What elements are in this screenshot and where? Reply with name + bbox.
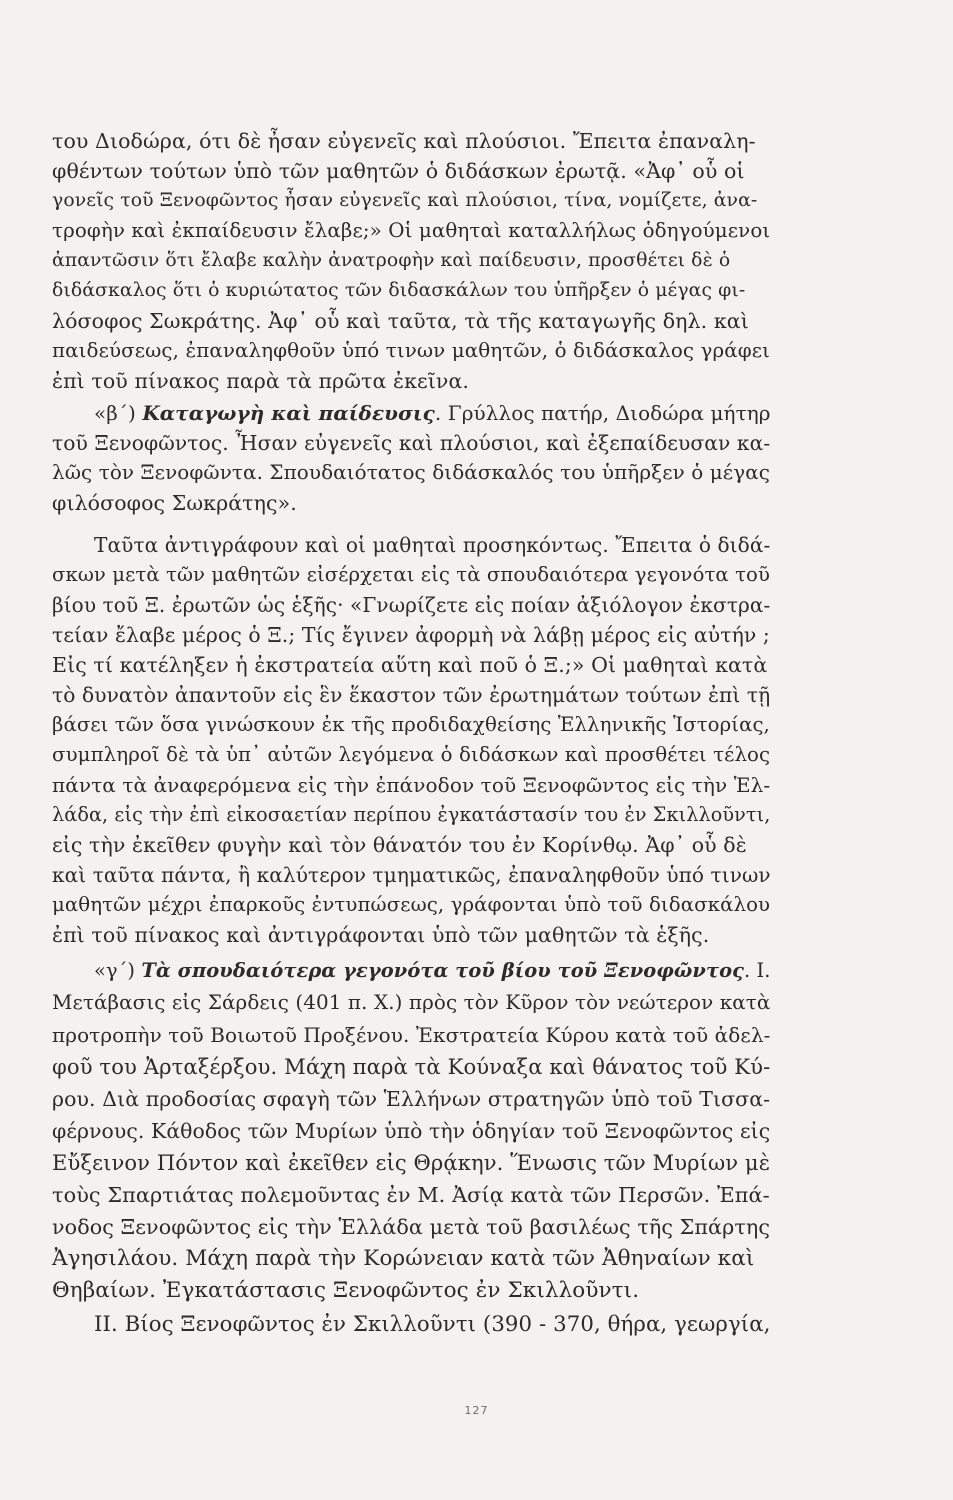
text-line: ἐπὶ τοῦ πίνακος καὶ ἀντιγράφονται ὑπὸ τῶν μαθητῶν τὰ ἑξῆς. [52, 923, 710, 947]
text-line: Ταῦτα ἀντιγράφουν καὶ οἱ μαθηταὶ προσηκόντως. Ἔπειτα ὁ διδά- [94, 533, 771, 557]
text-line: συμπληροῖ δὲ τὰ ὑπ᾽ αὐτῶν λεγόμενα ὁ διδάσκων καὶ προσθέτει τέλος [52, 743, 771, 766]
text-line: πάντα τὰ ἀναφερόμενα εἰς τὴν ἐπάνοδον τοῦ Ξενοφῶντος εἰς τὴν Ἑλ- [52, 773, 771, 797]
text-line: διδάσκαλος ὅτι ὁ κυριώτατος τῶν διδασκάλων του ὑπῆρξεν ὁ μέγας φι- [52, 280, 746, 301]
text-line: Μετάβασις εἰς Σάρδεις (401 π. Χ.) πρὸς τὸν Κῦρον τὸν νεώτερον κατὰ [52, 991, 771, 1014]
section-heading-line [52, 958, 816, 984]
text-line: τὸ δυνατὸν ἀπαντοῦν εἰς ἓν ἕκαστον τῶν ἐρωτημάτων τούτων ἐπὶ τῇ [52, 683, 771, 707]
text-line: Εἰς τί κατέληξεν ἡ ἐκστρατεία αὕτη καὶ ποῦ ὁ Ξ.;» Οἱ μαθηταὶ κατὰ [52, 653, 768, 677]
text-line: ρου. Διὰ προδοσίας σφαγὴ τῶν Ἑλλήνων στρατηγῶν ὑπὸ τοῦ Τισσα- [52, 1087, 771, 1111]
text-line: φοῦ του Ἀρταξέρξου. Μάχη παρὰ τὰ Κούναξα καὶ θάνατος τοῦ Κύ- [52, 1054, 771, 1079]
heading-line-rest: . Ι. [743, 959, 771, 982]
text-line: τοῦ Ξενοφῶντος. Ἦσαν εὐγενεῖς καὶ πλούσιοι, καὶ ἐξεπαίδευσαν κα- [52, 431, 771, 455]
text-line: ἀπαντῶσιν ὅτι ἔλαβε καλὴν ἀνατροφὴν καὶ παίδευσιν, προσθέτει δὲ ὁ [52, 250, 731, 271]
text-line: Ἀγησιλάου. Μάχη παρὰ τὴν Κορώνειαν κατὰ τῶν Ἀθηναίων καὶ [52, 1246, 755, 1271]
text-line: του Διοδώρα, ότι δὲ ἦσαν εὐγενεῖς καὶ πλούσιοι. Ἔπειτα ἐπαναλη- [52, 129, 756, 153]
text-line: σκων μετὰ τῶν μαθητῶν εἰσέρχεται εἰς τὰ σπουδαιότερα γεγονότα τοῦ [52, 563, 770, 586]
text-line: βάσει τῶν ὅσα γινώσκουν ἐκ τῆς προδιδαχθείσης Ἑλληνικῆς Ἱστορίας, [52, 713, 770, 736]
text-line: παιδεύσεως, ἐπαναληφθοῦν ὑπό τινων μαθητῶν, ὁ διδάσκαλος γράφει [52, 339, 771, 362]
heading-prefix: «γ΄) [94, 959, 142, 982]
text-line: νοδος Ξενοφῶντος εἰς τὴν Ἑλλάδα μετὰ τοῦ βασιλέως τῆς Σπάρτης [52, 1215, 771, 1239]
text-line: φθέντων τούτων ὑπὸ τῶν μαθητῶν ὁ διδάσκων ἐρωτᾷ. «Ἀφ᾽ οὗ οἱ [52, 159, 745, 183]
text-line: ἐπὶ τοῦ πίνακος παρὰ τὰ πρῶτα ἐκεῖνα. [52, 369, 470, 393]
section-heading: Τὰ σπουδαιότερα γεγονότα τοῦ βίου τοῦ Ξενοφῶντος [141, 959, 744, 982]
text-line: λόσοφος Σωκράτης. Ἀφ᾽ οὗ καὶ ταῦτα, τὰ τῆς καταγωγῆς δηλ. καὶ [52, 309, 749, 333]
text-line: Εὔξεινον Πόντον καὶ ἐκεῖθεν εἰς Θρᾴκην. Ἕνωσις τῶν Μυρίων μὲ [52, 1150, 771, 1175]
text-line: τοὺς Σπαρτιάτας πολεμοῦντας ἐν Μ. Ἀσίᾳ κατὰ τῶν Περσῶν. Ἐπά- [52, 1183, 770, 1207]
text-line: τροφὴν καὶ ἐκπαίδευσιν ἔλαβε;» Οἱ μαθηταὶ καταλλήλως ὁδηγούμενοι [52, 219, 771, 242]
text-line: τείαν ἔλαβε μέρος ὁ Ξ.; Τίς ἔγινεν ἀφορμὴ νὰ λάβῃ μέρος εἰς αὐτήν ; [52, 623, 770, 647]
text-line: φιλόσοφος Σωκράτης». [52, 491, 297, 515]
text-line: εἰς τὴν ἐκεῖθεν φυγὴν καὶ τὸν θάνατόν του ἐν Κορίνθῳ. Ἀφ᾽ οὗ δὲ [52, 833, 747, 857]
text-line: καὶ ταῦτα πάντα, ἢ καλύτερον τμηματικῶς, ἐπαναληφθοῦν ὑπό τινων [52, 863, 771, 887]
text-line: ΙΙ. Βίος Ξενοφῶντος ἐν Σκιλλοῦντι (390 - 370, θήρα, γεωργία, [94, 1312, 771, 1337]
text-line: Θηβαίων. Ἐγκατάστασις Ξενοφῶντος ἐν Σκιλλοῦντι. [52, 1278, 640, 1303]
section-heading-line [52, 400, 816, 426]
text-line: φέρνους. Κάθοδος τῶν Μυρίων ὑπὸ τὴν ὁδηγίαν τοῦ Ξενοφῶντος εἰς [52, 1119, 771, 1143]
text-line: γονεῖς τοῦ Ξενοφῶντος ἦσαν εὐγενεῖς καὶ πλούσιοι, τίνα, νομίζετε, ἀνα- [52, 190, 758, 211]
heading-line-rest: . Γρύλλος πατήρ, Διοδώρα μήτηρ [434, 401, 771, 425]
section-heading: Καταγωγὴ καὶ παίδευσις [142, 401, 435, 425]
text-line: λῶς τὸν Ξενοφῶντα. Σπουδαιότατος διδάσκαλός του ὑπῆρξεν ὁ μέγας [52, 461, 770, 484]
page-number: 127 [464, 1404, 489, 1417]
text-line: βίου τοῦ Ξ. ἐρωτῶν ὡς ἑξῆς· «Γνωρίζετε εἰς ποίαν ἀξιόλογον ἐκστρα- [52, 593, 771, 617]
text-line: μαθητῶν μέχρι ἐπαρκοῦς ἐντυπώσεως, γράφονται ὑπὸ τοῦ διδασκάλου [52, 893, 771, 916]
text-line: λάδα, εἰς τὴν ἐπὶ εἰκοσαετίαν περίπου ἐγκατάστασίν του ἐν Σκιλλοῦντι, [52, 803, 771, 826]
heading-prefix: «β΄) [94, 401, 143, 425]
text-line: προτροπὴν τοῦ Βοιωτοῦ Προξένου. Ἐκστρατεία Κύρου κατὰ τοῦ ἀδελ- [52, 1023, 771, 1047]
